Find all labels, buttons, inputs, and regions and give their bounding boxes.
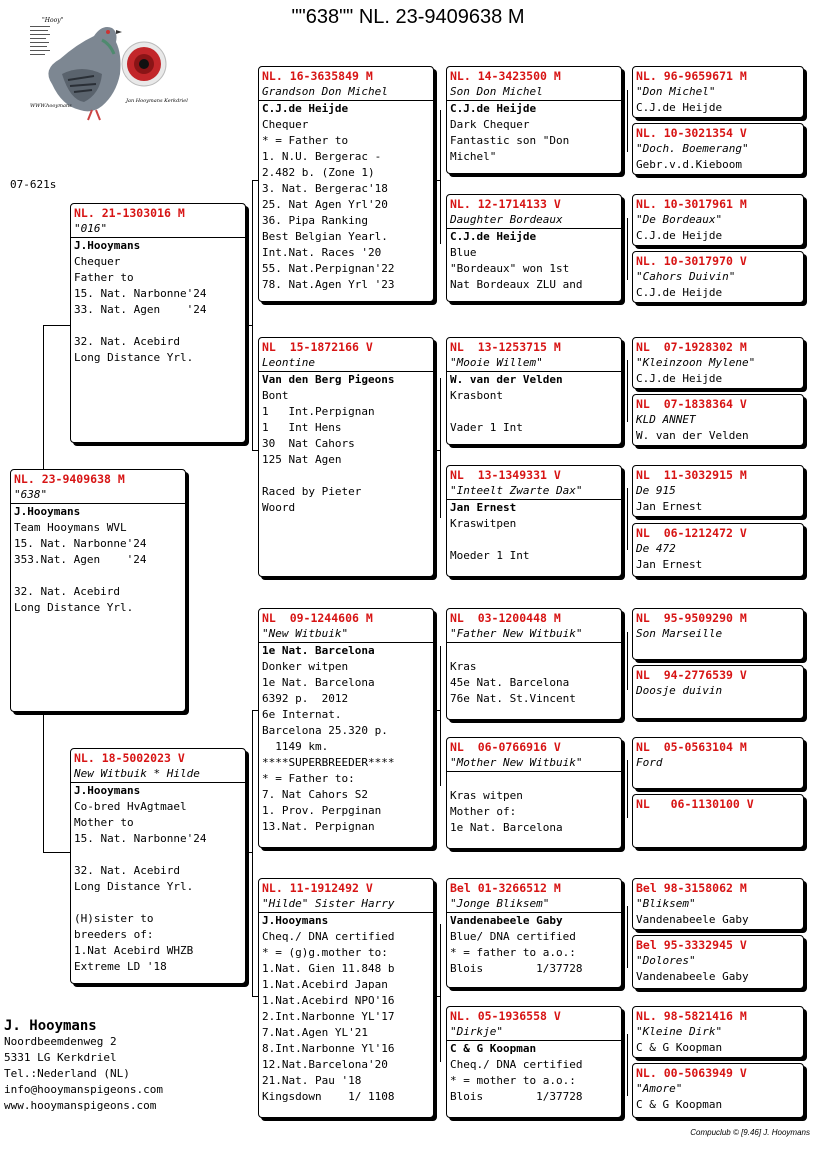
pigeon-name: "Cahors Duivin" — [636, 270, 736, 283]
breeder-name: C.J.de Heijde — [450, 230, 537, 243]
ring-number: NL 05-0563104 M — [636, 740, 747, 754]
pedigree-card-g4 — [632, 251, 804, 303]
connector-line — [246, 852, 252, 853]
pigeon-name: "Doch. Boemerang" — [636, 142, 749, 155]
connector-line — [627, 906, 628, 968]
ring-number: Bel 01-3266512 M — [450, 881, 561, 895]
breeder-name: Jan Ernest — [450, 501, 517, 514]
reference-code: 07-621s — [10, 178, 57, 191]
pedigree-card-g8 — [632, 523, 804, 577]
pedigree-card-fmm: NL 13-1349331 V "Inteelt Zwarte Dax" Jan Ernest Kraswitpen Moeder 1 Int — [446, 465, 622, 577]
breeder-name: Vandenabeele Gaby — [636, 913, 749, 926]
ring-number: NL. 10-3017970 V — [636, 254, 747, 268]
logo — [22, 14, 188, 126]
ring-number: NL. 98-5821416 M — [636, 1009, 747, 1023]
connector-line — [627, 632, 628, 690]
ring-number: NL 11-3032915 M — [636, 468, 747, 482]
breeder-name: W. van der Velden — [450, 373, 563, 386]
breeder-name: J.Hooymans — [74, 239, 141, 252]
pigeon-name: "Amore" — [636, 1082, 683, 1095]
ring-number: NL. 00-5063949 V — [636, 1066, 747, 1080]
breeder-name: Vandenabeele Gaby — [450, 914, 563, 927]
owner-phone: Tel.:Nederland (NL) — [4, 1067, 130, 1080]
connector-line — [440, 924, 441, 1062]
pigeon-name: "016" — [71, 221, 245, 238]
breeder-name: W. van der Velden — [636, 429, 749, 442]
breeder-name: Van den Berg Pigeons — [262, 373, 395, 386]
logo-caption-left: "Hooy" — [42, 17, 64, 24]
pedigree-card-mm: NL. 11-1912492 V "Hilde" Sister Harry J.Hooymans Cheq./ DNA certified * = (g)g.mother to: 1.Nat. Gien 11.848 b 1.Nat.Acebird Japan 1.Nat.Acebird NPO'16 2.Int.Narbonne YL'17 7.Nat.Agen YL'21 8.Int.Narbonne Yl'16 12.Nat.Barcelona'20 21.Nat. Pau '18 Kingsdown 1/ 1108 — [258, 878, 434, 1118]
pigeon-name: "Jonge Bliksem" — [447, 896, 621, 913]
breeder-name: Jan Ernest — [636, 500, 703, 513]
ring-number: NL. 11-1912492 V — [262, 881, 373, 895]
ring-number: NL. 21-1303016 M — [74, 206, 185, 220]
ring-number: NL 95-9509290 M — [636, 611, 747, 625]
breeder-name: J.Hooymans — [14, 505, 81, 518]
connector-line — [43, 852, 70, 853]
ring-number: NL. 10-3021354 V — [636, 126, 747, 140]
connector-line — [627, 488, 628, 550]
pigeon-name: KLD ANNET — [636, 413, 696, 426]
logo-bottom-left: WWW.hooymans — [30, 103, 72, 109]
breeder-name: C.J.de Heijde — [636, 372, 723, 385]
pedigree-card-mother: NL. 18-5002023 V New Witbuik * Hilde J.Hooymans Co-bred HvAgtmael Mother to 15. Nat. Narbonne'24 32. Nat. Acebird Long Distance Yrl. (H)sister to breeders of: 1.Nat Acebird WHZB Extreme LD '18 — [70, 748, 246, 984]
pigeon-name: Doosje duivin — [636, 684, 723, 697]
ring-number: NL 94-2776539 V — [636, 668, 747, 682]
ring-number: NL. 05-1936558 V — [450, 1009, 561, 1023]
pedigree-card-mfm: NL 06-0766916 V "Mother New Witbuik" Kras witpen Mother of: 1e Nat. Barcelona — [446, 737, 622, 849]
owner-address: Noordbeemdenweg 2 — [4, 1035, 117, 1048]
pedigree-card-g5 — [632, 337, 804, 389]
owner-name: J. Hooymans — [4, 1018, 97, 1034]
pedigree-card-g1 — [632, 66, 804, 118]
ring-number: NL 13-1349331 V — [450, 468, 561, 482]
ring-number: Bel 98-3158062 M — [636, 881, 747, 895]
footer-credit: Compuclub © [9.46] J. Hooymans — [690, 1128, 810, 1137]
breeder-name: C & G Koopman — [450, 1042, 537, 1055]
pigeon-name: "Inteelt Zwarte Dax" — [447, 483, 621, 500]
logo-caption-right: Jan Hooymans Kerkdriel — [126, 98, 188, 104]
breeder-name: 1e Nat. Barcelona — [262, 644, 375, 657]
pigeon-name: "Kleine Dirk" — [636, 1025, 723, 1038]
connector-line — [440, 378, 441, 518]
ring-number: NL. 14-3423500 M — [450, 69, 561, 83]
breeder-name: J.Hooymans — [74, 784, 141, 797]
connector-line — [434, 710, 440, 711]
owner-info — [4, 1018, 163, 1114]
pedigree-card-mmf: Bel 01-3266512 M "Jonge Bliksem" Vandenabeele Gaby Blue/ DNA certified * = father to a.o.: Blois 1/37728 — [446, 878, 622, 988]
pigeon-name: Son Don Michel — [447, 84, 621, 101]
pigeon-name: "638" — [11, 487, 185, 504]
pigeon-name: "Mooie Willem" — [447, 355, 621, 372]
breeder-name: C.J.de Heijde — [636, 229, 723, 242]
connector-line — [627, 218, 628, 280]
page-title: ""638"" NL. 23-9409638 M — [291, 6, 525, 28]
connector-line — [252, 710, 253, 996]
breeder-name — [450, 772, 618, 788]
pigeon-name: "Bliksem" — [636, 897, 696, 910]
pigeon-name: De 472 — [636, 542, 676, 555]
pedigree-card-ff: NL. 16-3635849 M Grandson Don Michel C.J.de Heijde Chequer * = Father to 1. N.U. Bergerac - 2.482 b. (Zone 1) 3. Nat. Bergerac'18 25. Nat Agen Yrl'20 36. Pipa Ranking Best Belgian Yearl. Int.Nat. Races '20 55. Nat.Perpignan'22 78. Nat.Agen Yrl '23 — [258, 66, 434, 302]
pedigree-card-fff: NL. 14-3423500 M Son Don Michel C.J.de Heijde Dark Chequer Fantastic son "Don Michel" — [446, 66, 622, 174]
connector-line — [43, 712, 44, 852]
pigeon-name: "Kleinzoon Mylene" — [636, 356, 756, 369]
breeder-name: Jan Ernest — [636, 558, 703, 571]
pedigree-card-fm: NL 15-1872166 V Leontine Van den Berg Pigeons Bont 1 Int.Perpignan 1 Int Hens 30 Nat Cahors 125 Nat Agen Raced by Pieter Woord — [258, 337, 434, 577]
pigeon-name: "Don Michel" — [636, 85, 716, 98]
pigeon-name: "De Bordeaux" — [636, 213, 723, 226]
breeder-name: C.J.de Heijde — [636, 286, 723, 299]
ring-number: NL 09-1244606 M — [262, 611, 373, 625]
ring-number: NL. 10-3017961 M — [636, 197, 747, 211]
pedigree-card-g3 — [632, 194, 804, 246]
pigeon-logo-icon — [22, 14, 188, 126]
pedigree-card-mf: NL 09-1244606 M "New Witbuik" 1e Nat. Barcelona Donker witpen 1e Nat. Barcelona 6392 p. 2012 6e Internat. Barcelona 25.320 p. 1149 km. ****SUPERBREEDER**** * = Father to: 7. Nat Cahors S2 1. Prov. Perpginan 13.Nat. Perpignan — [258, 608, 434, 848]
breeder-name: C & G Koopman — [636, 1098, 723, 1111]
pedigree-card-g10 — [632, 665, 804, 719]
ring-number: NL 15-1872166 V — [262, 340, 373, 354]
pigeon-name: Leontine — [259, 355, 433, 372]
connector-line — [252, 180, 253, 450]
ring-number: Bel 95-3332945 V — [636, 938, 747, 952]
ring-number: NL 07-1928302 M — [636, 340, 747, 354]
breeder-name: C.J.de Heijde — [262, 102, 349, 115]
pedigree-card-g16 — [632, 1063, 804, 1118]
pigeon-name: "New Witbuik" — [259, 626, 433, 643]
connector-line — [434, 996, 440, 997]
ring-number: NL 06-1130100 V — [636, 797, 754, 811]
ring-number: NL. 96-9659671 M — [636, 69, 747, 83]
ring-number: NL 06-1212472 V — [636, 526, 747, 540]
connector-line — [627, 360, 628, 422]
pedigree-card-g6 — [632, 394, 804, 446]
pedigree-card-subject: NL. 23-9409638 M "638" J.Hooymans Team Hooymans WVL 15. Nat. Narbonne'24 353.Nat. Agen '24 32. Nat. Acebird Long Distance Yrl. — [10, 469, 186, 712]
ring-number: NL. 16-3635849 M — [262, 69, 373, 83]
pedigree-card-ffm: NL. 12-1714133 V Daughter Bordeaux C.J.de Heijde Blue "Bordeaux" won 1st Nat Bordeaux ZLU and — [446, 194, 622, 302]
ring-number: NL 03-1200448 M — [450, 611, 561, 625]
pigeon-name: Grandson Don Michel — [259, 84, 433, 101]
breeder-name: J.Hooymans — [262, 914, 329, 927]
pigeon-name: "Father New Witbuik" — [447, 626, 621, 643]
pedigree-card-mmm: NL. 05-1936558 V "Dirkje" C & G Koopman Cheq./ DNA certified * = mother to a.o.: Blois 1/37728 — [446, 1006, 622, 1118]
connector-line — [43, 325, 44, 469]
breeder-name: Vandenabeele Gaby — [636, 970, 749, 983]
pedigree-card-mff: NL 03-1200448 M "Father New Witbuik" Kras 45e Nat. Barcelona 76e Nat. St.Vincent — [446, 608, 622, 720]
pedigree-card-g9 — [632, 608, 804, 660]
pigeon-name: Daughter Bordeaux — [447, 212, 621, 229]
connector-line — [627, 90, 628, 152]
connector-line — [434, 180, 440, 181]
pedigree-card-g13 — [632, 878, 804, 930]
breeder-name: Gebr.v.d.Kieboom — [636, 158, 742, 171]
ring-number: NL. 23-9409638 M — [14, 472, 125, 486]
pedigree-card-g11 — [632, 737, 804, 789]
connector-line — [440, 646, 441, 786]
connector-line — [434, 450, 440, 451]
connector-line — [246, 325, 252, 326]
owner-website[interactable]: www.hooymanspigeons.com — [4, 1099, 157, 1112]
pedigree-card-g14 — [632, 935, 804, 989]
breeder-name — [450, 643, 618, 659]
connector-line — [627, 760, 628, 818]
pedigree-card-father: NL. 21-1303016 M "016" J.Hooymans Chequer Father to 15. Nat. Narbonne'24 33. Nat. Agen '24 32. Nat. Acebird Long Distance Yrl. — [70, 203, 246, 443]
pedigree-card-g7 — [632, 465, 804, 517]
ring-number: NL 13-1253715 M — [450, 340, 561, 354]
pigeon-name: "Mother New Witbuik" — [447, 755, 621, 772]
breeder-name: C & G Koopman — [636, 1041, 723, 1054]
owner-email[interactable]: info@hooymanspigeons.com — [4, 1083, 163, 1096]
breeder-name: C.J.de Heijde — [450, 102, 537, 115]
ring-number: NL. 18-5002023 V — [74, 751, 185, 765]
pedigree-card-g2 — [632, 123, 804, 175]
pigeon-name: New Witbuik * Hilde — [71, 766, 245, 783]
owner-postcode: 5331 LG Kerkdriel — [4, 1051, 117, 1064]
pedigree-card-g15 — [632, 1006, 804, 1058]
connector-line — [43, 325, 70, 326]
pigeon-name: De 915 — [636, 484, 676, 497]
connector-line — [627, 1034, 628, 1096]
ring-number: NL. 12-1714133 V — [450, 197, 561, 211]
breeder-name: C.J.de Heijde — [636, 101, 723, 114]
pedigree-card-fmf: NL 13-1253715 M "Mooie Willem" W. van der Velden Krasbont Vader 1 Int — [446, 337, 622, 445]
pigeon-name: "Dirkje" — [447, 1024, 621, 1041]
connector-line — [440, 110, 441, 244]
pedigree-card-g12 — [632, 794, 804, 848]
pigeon-name: "Dolores" — [636, 954, 696, 967]
ring-number: NL 06-0766916 V — [450, 740, 561, 754]
ring-number: NL 07-1838364 V — [636, 397, 747, 411]
pigeon-name: Son Marseille — [636, 627, 723, 640]
pigeon-name: "Hilde" Sister Harry — [259, 896, 433, 913]
pigeon-name: Ford — [636, 756, 663, 769]
